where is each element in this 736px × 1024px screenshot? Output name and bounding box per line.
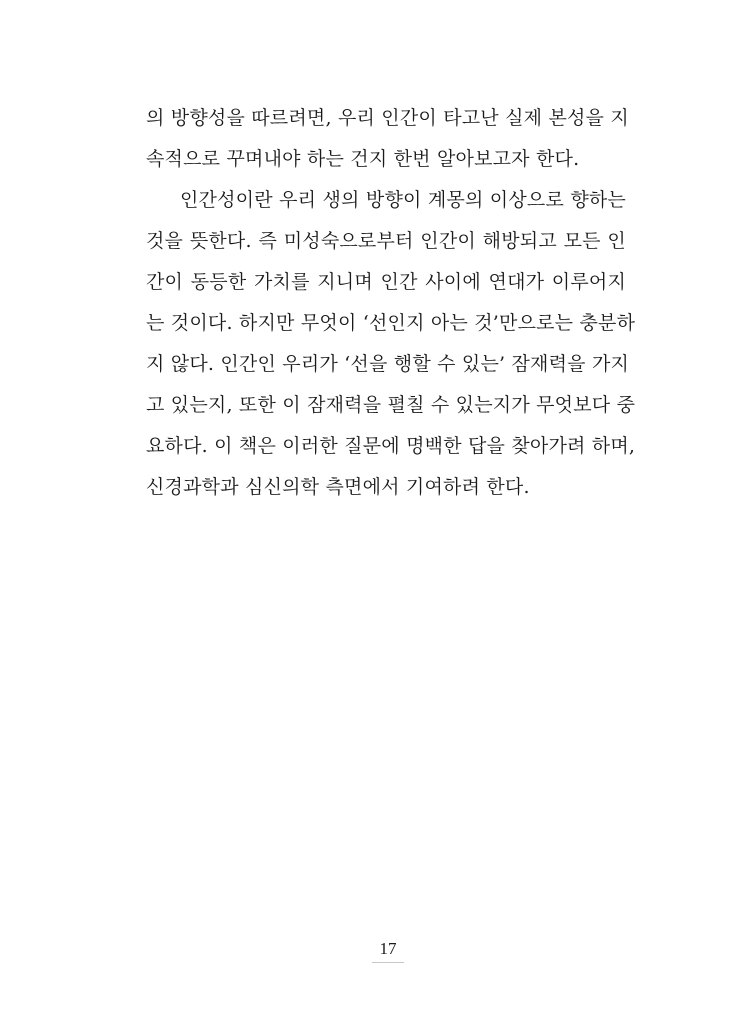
body-text <box>146 98 636 508</box>
paragraph-first-line: 인간성이란 우리 생의 방향이 계몽의 이상으로 향하는 <box>180 189 626 211</box>
paragraph-last-line: 신경과학과 심신의학 측면에서 기여하려 한다. <box>146 476 530 498</box>
text-line: 지 않다. 인간인 우리가 ‘선을 행할 수 있는’ 잠재력을 가지 <box>146 353 630 375</box>
text-line: 것을 뜻한다. 즉 미성숙으로부터 인간이 해방되고 모든 인 <box>146 230 626 252</box>
page-number: 17 <box>379 939 397 958</box>
text-line: 요하다. 이 책은 이러한 질문에 명백한 답을 찾아가려 하며, <box>146 435 636 457</box>
text-line: 고 있는지, 또한 이 잠재력을 펼칠 수 있는지가 무엇보다 중 <box>146 394 636 416</box>
page-number-underline <box>372 962 404 963</box>
text-line: 간이 동등한 가치를 지니며 인간 사이에 연대가 이루어지 <box>146 271 626 293</box>
text-line: 의 방향성을 따르려면, 우리 인간이 타고난 실제 본성을 지 <box>146 107 629 129</box>
text-line: 는 것이다. 하지만 무엇이 ‘선인지 아는 것’만으로는 충분하 <box>146 312 636 334</box>
text-line: 속적으로 꾸며내야 하는 건지 한번 알아보고자 한다. <box>146 148 580 170</box>
